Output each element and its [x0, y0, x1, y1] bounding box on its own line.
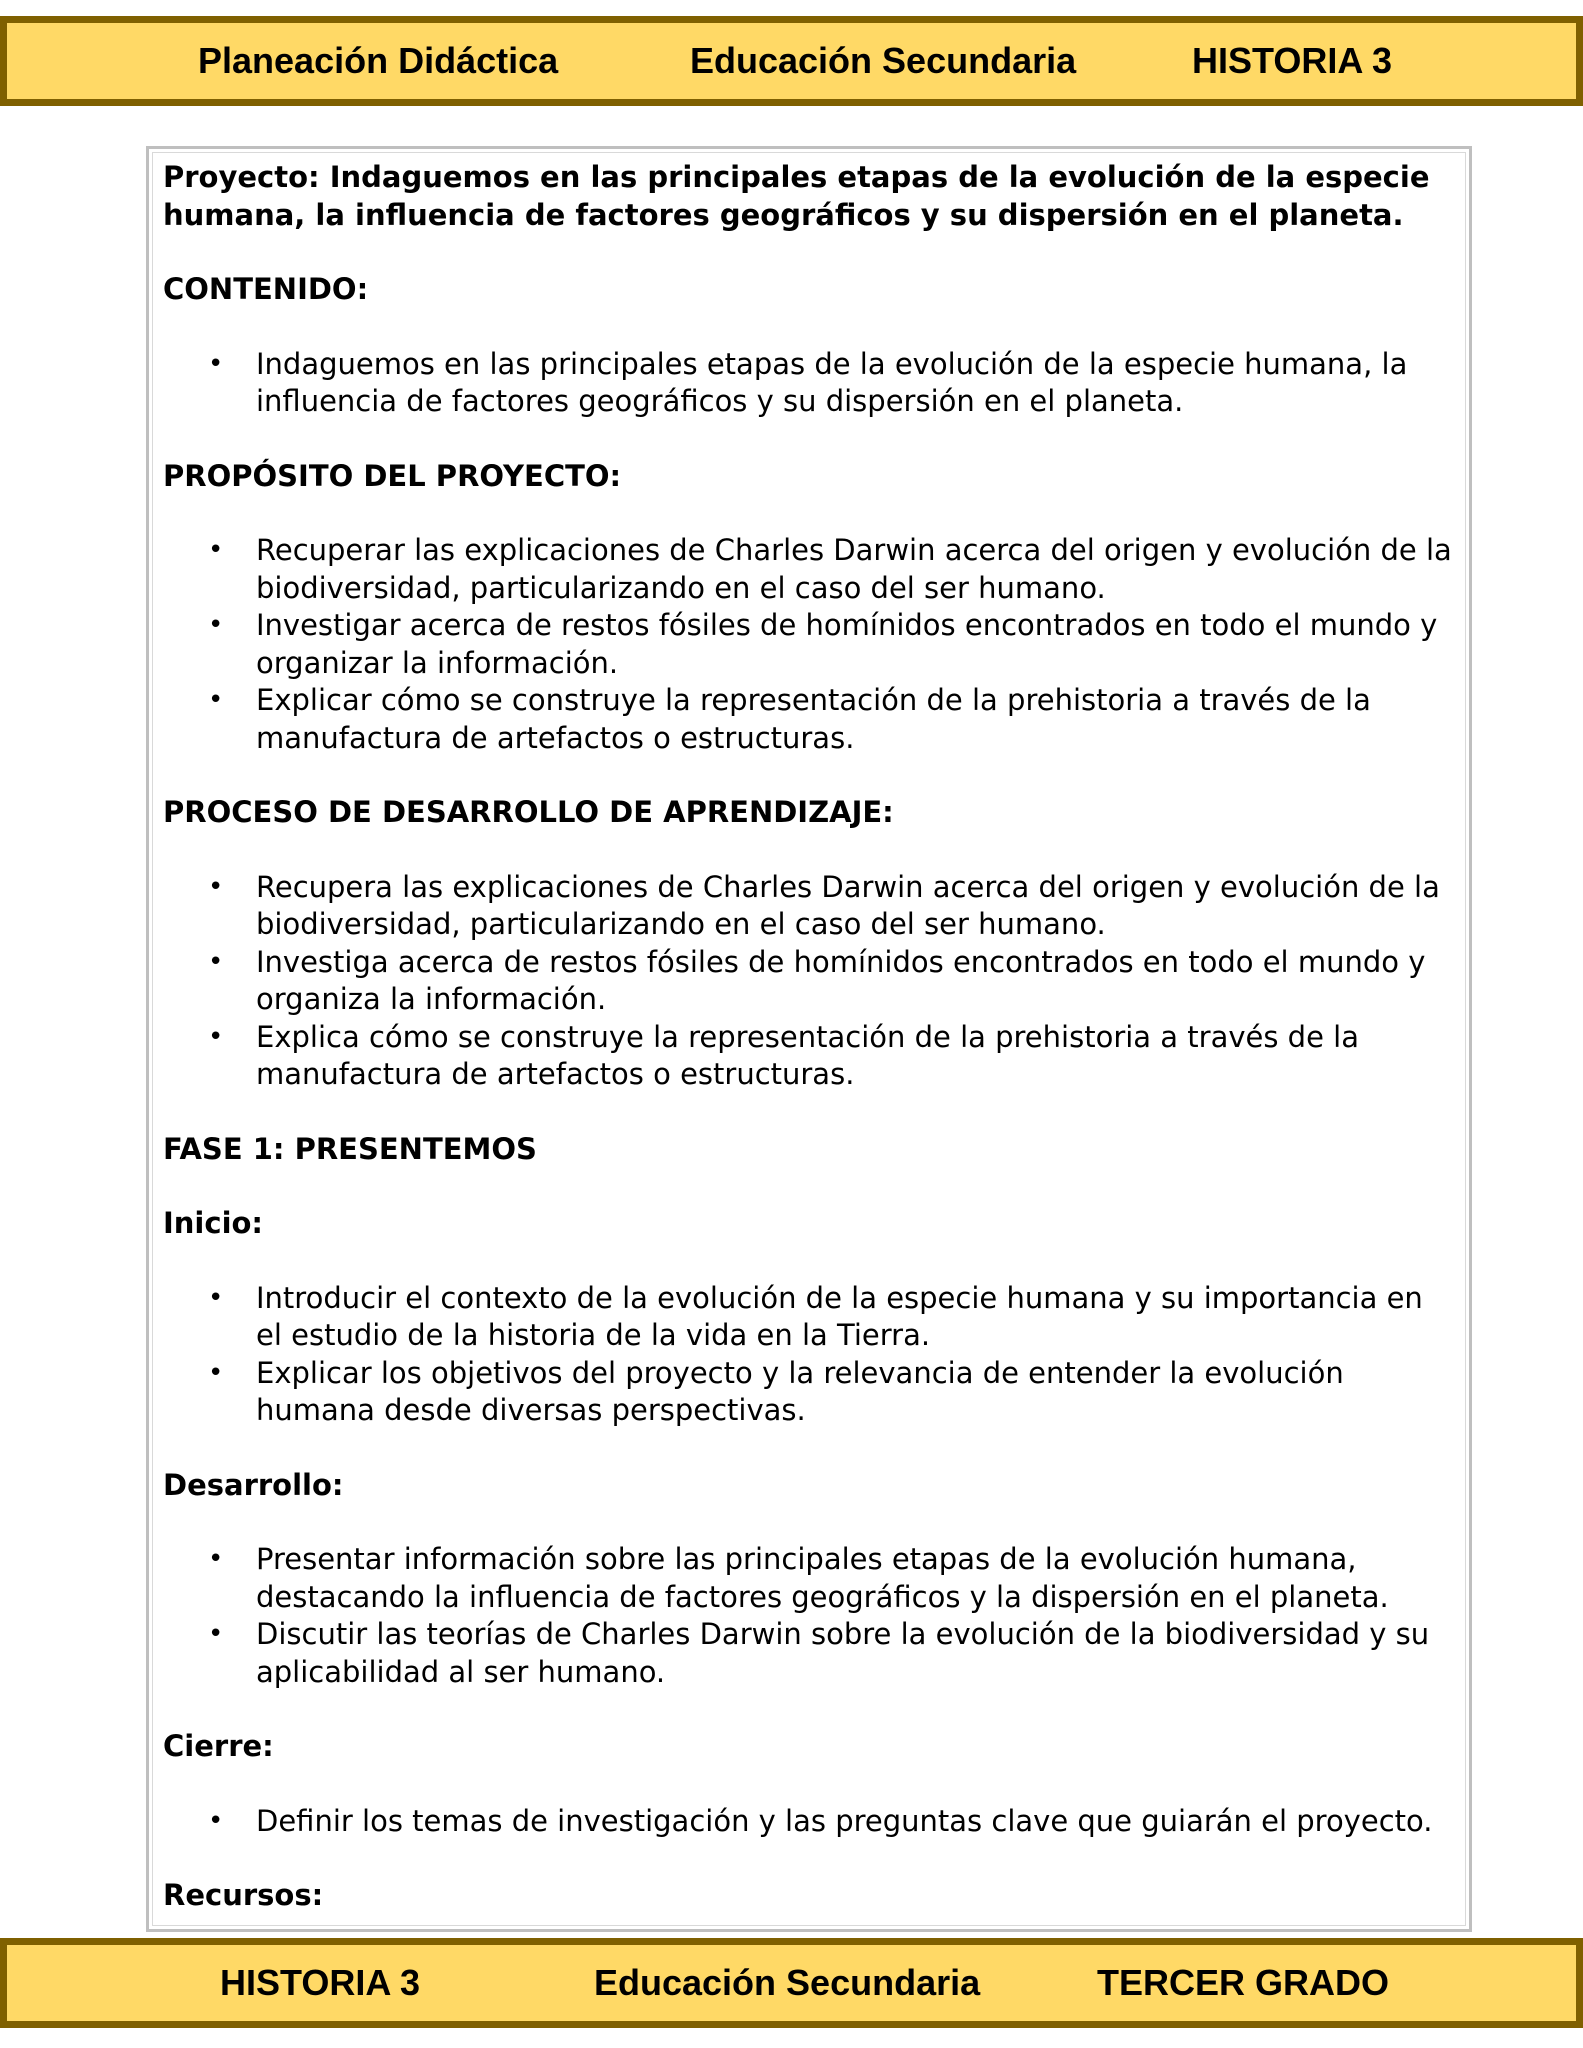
list-item: • Indaguemos en las principales etapas de la evolución de la especie humana, la influencia de factores geográficos y su dispersión en el planeta.	[256, 346, 1455, 421]
list-item: • Explicar cómo se construye la representación de la prehistoria a través de la manufactura de artefactos o estructuras.	[256, 682, 1455, 757]
list-proceso	[163, 869, 1455, 1094]
section-heading-proceso: PROCESO DE DESARROLLO DE APRENDIZAJE:	[163, 795, 894, 829]
footer-left-text: HISTORIA 3	[220, 1962, 421, 2003]
list-desarrollo	[163, 1541, 1455, 1691]
list-item: • Investiga acerca de restos fósiles de homínidos encontrados en todo el mundo y organiza la información.	[256, 944, 1455, 1019]
section-heading-desarrollo: Desarrollo:	[163, 1467, 344, 1502]
list-proposito	[163, 532, 1455, 757]
list-cierre	[163, 1803, 1455, 1841]
section-heading-inicio: Inicio:	[163, 1206, 264, 1240]
list-item: • Presentar información sobre las principales etapas de la evolución humana, destacando la influencia de factores geográficos y la dispersión en el planeta.	[256, 1541, 1455, 1616]
section-heading-recursos: Recursos:	[163, 1878, 324, 1912]
list-inicio	[163, 1280, 1455, 1430]
project-title: Proyecto: Indaguemos en las principales etapas de la evolución de la especie humana, la influencia de factores geográficos y su dispersión en el planeta.	[163, 160, 1430, 232]
footer-center-text: Educación Secundaria	[594, 1962, 981, 2003]
section-heading-fase1: FASE 1: PRESENTEMOS	[163, 1131, 537, 1166]
section-heading-contenido: CONTENIDO:	[163, 272, 369, 306]
list-item: • Recupera las explicaciones de Charles Darwin acerca del origen y evolución de la biodiversidad, particularizando en el caso del ser humano.	[256, 869, 1455, 944]
footer-banner	[0, 1938, 1583, 2028]
list-item: • Explica cómo se construye la representación de la prehistoria a través de la manufactura de artefactos o estructuras.	[256, 1019, 1455, 1094]
header-left-text: Planeación Didáctica	[198, 40, 559, 81]
planning-content	[146, 146, 1472, 1932]
footer-right-text: TERCER GRADO	[1097, 1962, 1390, 2003]
header-banner	[0, 16, 1583, 106]
list-item: • Definir los temas de investigación y las preguntas clave que guiarán el proyecto.	[256, 1803, 1455, 1841]
header-right-text: HISTORIA 3	[1192, 40, 1393, 81]
list-item: • Discutir las teorías de Charles Darwin sobre la evolución de la biodiversidad y su aplicabilidad al ser humano.	[256, 1616, 1455, 1691]
section-heading-proposito: PROPÓSITO DEL PROYECTO:	[163, 458, 622, 493]
list-item: • Introducir el contexto de la evolución de la especie humana y su importancia en el estudio de la historia de la vida en la Tierra.	[256, 1280, 1455, 1355]
header-center-text: Educación Secundaria	[690, 40, 1077, 81]
section-heading-cierre: Cierre:	[163, 1729, 274, 1763]
list-item: • Explicar los objetivos del proyecto y la relevancia de entender la evolución humana desde diversas perspectivas.	[256, 1355, 1455, 1430]
list-contenido	[163, 346, 1455, 421]
list-item: • Investigar acerca de restos fósiles de homínidos encontrados en todo el mundo y organizar la información.	[256, 607, 1455, 682]
list-item: • Recuperar las explicaciones de Charles Darwin acerca del origen y evolución de la biodiversidad, particularizando en el caso del ser humano.	[256, 532, 1455, 607]
